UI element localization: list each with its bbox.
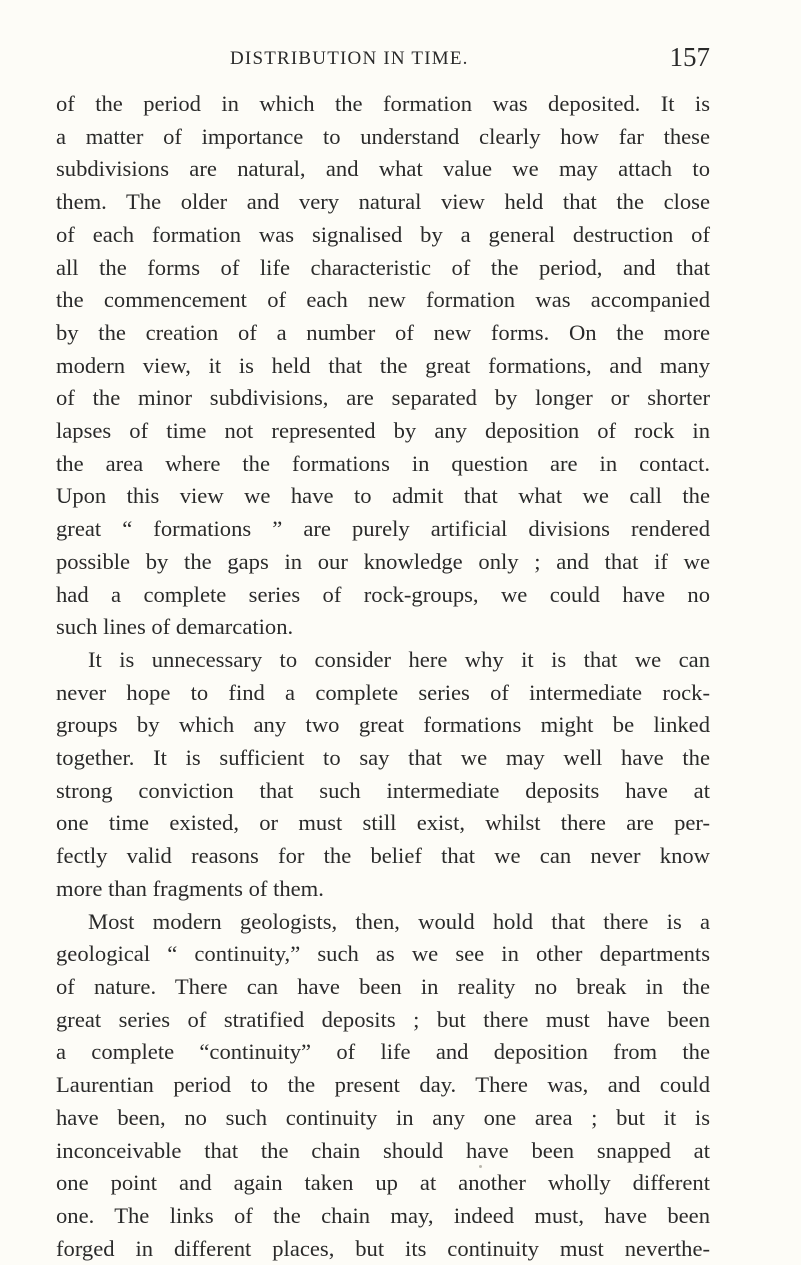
text-line: more than fragments of them. — [56, 875, 324, 901]
text-line: the area where the formations in question are in contact. — [56, 450, 710, 476]
running-header — [56, 40, 710, 84]
text-line: together. It is sufficient to say that we may well have the — [56, 745, 710, 771]
text-line: lapses of time not represented by any deposition of rock in — [56, 418, 710, 444]
text-line: strong conviction that such intermediate deposits have at — [56, 777, 710, 803]
text-line: forged in different places, but its continuity must neverthe- — [56, 1235, 710, 1261]
text-line: the commencement of each new formation was accompanied — [56, 287, 710, 313]
text-line: them. The older and very natural view held that the close — [56, 189, 710, 215]
text-line: great “ formations ” are purely artificial divisions rendered — [56, 516, 710, 542]
paper-speck — [479, 1165, 482, 1168]
text-line: one point and again taken up at another wholly different — [56, 1170, 710, 1196]
book-page — [56, 40, 710, 1265]
page-number: 157 — [669, 42, 710, 72]
running-title: DISTRIBUTION IN TIME. — [230, 48, 469, 69]
text-line: by the creation of a number of new forms. On the more — [56, 319, 710, 345]
text-line: had a complete series of rock-groups, we could have no — [56, 581, 710, 607]
text-line: one. The links of the chain may, indeed must, have been — [56, 1202, 710, 1228]
text-line: geological “ continuity,” such as we see in other departments — [56, 941, 710, 967]
text-line: subdivisions are natural, and what value we may attach to — [56, 156, 710, 182]
text-line: Most modern geologists, then, would hold that there is a — [88, 908, 710, 934]
text-line: a matter of importance to understand clearly how far these — [56, 123, 710, 149]
text-line: have been, no such continuity in any one area ; but it is — [56, 1104, 710, 1130]
text-line: great series of stratified deposits ; but there must have been — [56, 1006, 710, 1032]
text-line: never hope to find a complete series of intermediate rock- — [56, 679, 710, 705]
text-line: of the period in which the formation was deposited. It is — [56, 91, 710, 116]
text-line: It is unnecessary to consider here why it is that we can — [88, 646, 710, 672]
text-line: of each formation was signalised by a general destruction of — [56, 221, 710, 247]
text-line: such lines of demarcation. — [56, 614, 294, 640]
text-line: Upon this view we have to admit that what we call the — [56, 483, 710, 509]
text-line: groups by which any two great formations might be linked — [56, 712, 710, 738]
body-text — [56, 88, 710, 1265]
text-line: all the forms of life characteristic of the period, and that — [56, 254, 710, 280]
text-line: a complete “continuity” of life and deposition from the — [56, 1039, 710, 1065]
text-line: fectly valid reasons for the belief that we can never know — [56, 843, 710, 869]
text-line: possible by the gaps in our knowledge only ; and that if we — [56, 548, 710, 574]
text-line: inconceivable that the chain should have been snapped at — [56, 1137, 710, 1163]
text-line: of the minor subdivisions, are separated by longer or shorter — [56, 385, 710, 411]
text-line: of nature. There can have been in reality no break in the — [56, 973, 710, 999]
text-line: modern view, it is held that the great formations, and many — [56, 352, 710, 378]
text-line: Laurentian period to the present day. There was, and could — [56, 1072, 710, 1098]
text-line: one time existed, or must still exist, whilst there are per- — [56, 810, 710, 836]
